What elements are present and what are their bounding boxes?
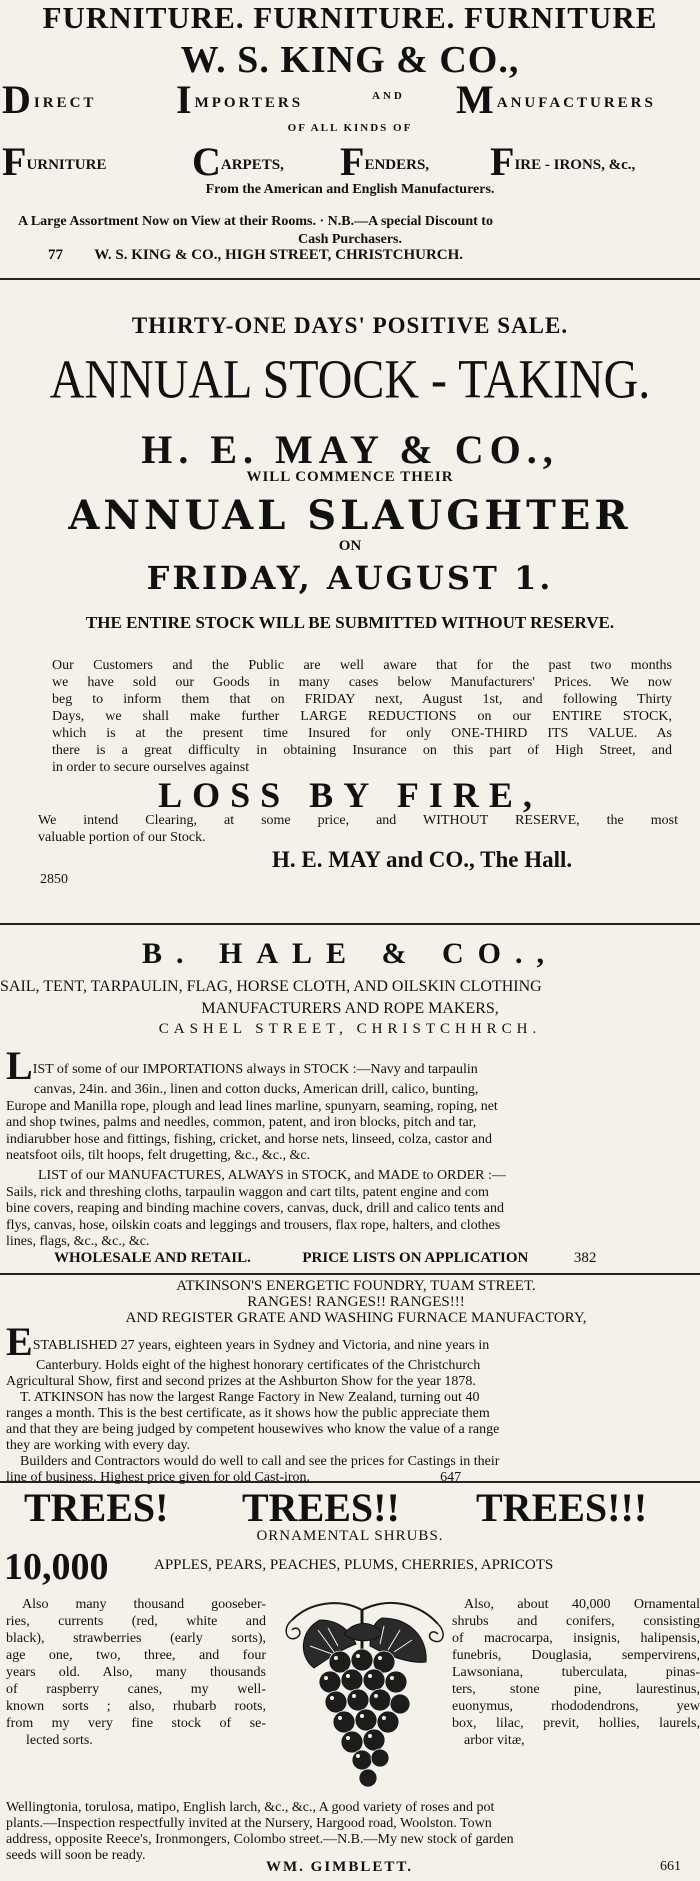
king-cash-line: Cash Purchasers. xyxy=(298,232,402,247)
hale-price-lists: PRICE LISTS ON APPLICATION xyxy=(302,1250,529,1266)
gimblett-trees-1: TREES! xyxy=(24,1485,169,1530)
king-address: W. S. KING & CO., HIGH STREET, CHRISTCHURCH. xyxy=(94,247,464,263)
body-line: seeds will soon be ready. xyxy=(6,1848,146,1863)
hale-makers: MANUFACTURERS AND ROPE MAKERS, xyxy=(201,1000,499,1017)
king-of-all-kinds: OF ALL KINDS OF xyxy=(287,122,413,134)
body-line: Days, we shall make further LARGE REDUCTIONS on our ENTIRE STOCK, xyxy=(52,709,672,724)
column-rule xyxy=(0,1481,700,1483)
atkinson-ad-number: 647 xyxy=(440,1470,462,1485)
king-assortment-line: A Large Assortment Now on View at their Rooms. · N.B.—A special Discount to xyxy=(18,214,493,229)
hale-address: CASHEL STREET, CHRISTCHHRCH. xyxy=(158,1021,542,1037)
body-line: and shop twines, palms and needles, common, patent, and iron blocks, pitch and tar, xyxy=(6,1115,477,1130)
body-line: STABLISHED 27 years, eighteen years in Sydney and Victoria, and nine years in xyxy=(32,1338,490,1353)
gimblett-signature: WM. GIMBLETT. xyxy=(266,1859,413,1875)
body-line: there is a great difficulty in obtaining Insurance on this part of High Street, and xyxy=(52,743,672,758)
atkinson-ranges: RANGES! RANGES!! RANGES!!! xyxy=(247,1294,465,1310)
gimblett-ornamental: ORNAMENTAL SHRUBS. xyxy=(256,1528,444,1544)
king-ad-number: 77 xyxy=(48,247,63,263)
king-headline: FURNITURE. FURNITURE. FURNITURE xyxy=(42,0,658,35)
body-line: T. ATKINSON has now the largest Range Factory in New Zealand, turning out 40 xyxy=(20,1390,480,1405)
body-line: Builders and Contractors would do well to call and see the prices for Castings in their xyxy=(20,1454,500,1469)
body-line: canvas, 24in. and 36in., linen and cotton ducks, American drill, calico, bunting, xyxy=(34,1082,479,1097)
body-line: known sorts ; also, rhubarb roots, xyxy=(6,1699,266,1714)
body-line: lines, flags, &c., &c., &c. xyxy=(6,1234,150,1249)
king-word-direct: DIRECT xyxy=(2,77,97,122)
may-sale-days: THIRTY-ONE DAYS' POSITIVE SALE. xyxy=(131,313,569,338)
body-line: age one, two, three, and four xyxy=(6,1648,266,1663)
body-line: shrubs and conifers, consisting xyxy=(452,1614,700,1629)
body-line: beg to inform them that on FRIDAY next, August 1st, and following Thirty xyxy=(52,692,672,707)
body-line: box, lilac, previt, hollies, laurels, xyxy=(452,1716,700,1731)
may-annual-stock-taking: ANNUAL STOCK - TAKING. xyxy=(49,349,651,410)
body-line: they are working with every day. xyxy=(6,1438,191,1453)
body-line: of macrocarpa, insignis, halipensis, xyxy=(452,1631,700,1646)
may-date: FRIDAY, AUGUST 1. xyxy=(146,559,554,597)
body-line: line of business. Highest price given for old Cast-iron. xyxy=(6,1470,311,1485)
body-line: indiarubber hose and fittings, fishing, cricket, and horse nets, linseed, colza, castor and xyxy=(6,1131,492,1147)
gimblett-ten-thousand: 10,000 xyxy=(4,1546,109,1588)
king-good-carpets: CARPETS, xyxy=(192,139,284,184)
hale-footer xyxy=(54,1250,700,1267)
king-firm-name: W. S. KING & CO., xyxy=(180,39,520,81)
body-line: Wellingtonia, torulosa, matipo, English larch, &c., &c., A good variety of roses and pot xyxy=(6,1800,495,1815)
may-on: ON xyxy=(338,538,362,554)
body-line: Our Customers and the Public are well aware that for the past two months xyxy=(52,658,672,673)
body-line: LIST of our MANUFACTURES, ALWAYS in STOCK, and MADE to ORDER :— xyxy=(38,1168,506,1183)
body-line: Also many thousand gooseber- xyxy=(22,1597,266,1612)
gimblett-bottom-text xyxy=(6,1800,700,1864)
body-line: neatsfoot oils, tilt hoops, felt drugetting, &c., &c., &c. xyxy=(6,1148,311,1163)
body-line: Sails, rick and threshing cloths, tarpaulin waggon and cart tilts, patent engine and com xyxy=(6,1184,489,1200)
body-line: years old. Also, many thousands xyxy=(6,1665,266,1680)
may-clearing-text xyxy=(38,812,678,846)
may-will-commence: WILL COMMENCE THEIR xyxy=(246,469,454,485)
king-from-line: From the American and English Manufacturers. xyxy=(205,182,495,197)
may-firm-name: H. E. MAY & CO., xyxy=(141,427,559,472)
gimblett-trees-3: TREES!!! xyxy=(476,1485,648,1530)
body-line: of raspberry canes, my well- xyxy=(6,1682,266,1697)
body-line: Also, about 40,000 Ornamental xyxy=(464,1597,700,1612)
body-line: arbor vitæ, xyxy=(464,1733,525,1748)
atkinson-ad xyxy=(6,1278,700,1486)
body-line: IST of some of our IMPORTATIONS always in STOCK :—Navy and tarpaulin xyxy=(32,1062,478,1077)
may-signature: H. E. MAY and CO., The Hall. xyxy=(272,847,573,872)
body-line: black), strawberries (early sorts), xyxy=(6,1631,266,1646)
body-line: Lawsoniana, tuberculata, pinas- xyxy=(452,1665,700,1680)
body-line: plants.—Inspection respectfully invited at the Nursery, Hargood road, Woolston. Town xyxy=(6,1816,492,1831)
king-good-furniture: FURNITURE xyxy=(2,139,107,184)
body-line: euonymus, rhododendrons, yew xyxy=(452,1699,700,1714)
king-word-importers: IMPORTERS xyxy=(176,77,304,122)
body-line: we have sold our Goods in many cases below Manufacturers' Prices. We now xyxy=(52,675,672,690)
grape-vine-illustration xyxy=(270,1590,450,1795)
column-rule xyxy=(0,923,700,925)
hale-manufactures xyxy=(6,1168,700,1251)
hale-trades: SAIL, TENT, TARPAULIN, FLAG, HORSE CLOTH, AND OILSKIN CLOTHING xyxy=(0,978,542,995)
body-line: Europe and Manilla rope, plough and lead lines marline, spunyarn, seaming, roping, net xyxy=(6,1098,498,1114)
body-line: We intend Clearing, at some price, and WITHOUT RESERVE, the most xyxy=(38,813,678,828)
king-address-line xyxy=(48,247,700,264)
hale-firm-name: B. HALE & CO., xyxy=(141,937,559,970)
hale-drop-cap: L xyxy=(6,1050,33,1082)
body-line: in order to secure ourselves against xyxy=(52,760,250,775)
body-line: ters, stone pine, laurestinus, xyxy=(452,1682,700,1697)
atkinson-register: AND REGISTER GRATE AND WASHING FURNACE MANUFACTORY, xyxy=(125,1310,587,1326)
body-line: Canterbury. Holds eight of the highest honorary certificates of the Christchurch xyxy=(36,1358,481,1373)
body-line: flys, canvas, hose, oilskin coats and leggings and trousers, flax rope, halters, and clothes xyxy=(6,1217,501,1233)
body-line: Agricultural Show, first and second prizes at the Ashburton Show for the year 1878. xyxy=(6,1374,476,1389)
king-word-manufacturers: MANUFACTURERS xyxy=(456,77,656,122)
hale-importations xyxy=(6,1050,700,1165)
body-line: and that they are being judged by competent housewives who know the value of a range xyxy=(6,1422,500,1437)
gimblett-ad-number: 661 xyxy=(660,1859,681,1874)
body-line: lected sorts. xyxy=(26,1733,93,1748)
body-line: ries, currents (red, white and xyxy=(6,1614,266,1629)
gimblett-fruits: APPLES, PEARS, PEACHES, PLUMS, CHERRIES, APRICOTS xyxy=(154,1557,554,1573)
gimblett-trees-2: TREES!! xyxy=(242,1485,400,1530)
hale-wholesale: WHOLESALE AND RETAIL. xyxy=(54,1250,251,1266)
may-annual-slaughter: ANNUAL SLAUGHTER xyxy=(68,492,632,539)
king-word-and: AND xyxy=(372,90,405,102)
may-body-text xyxy=(52,657,672,776)
may-loss-by-fire: LOSS BY FIRE, xyxy=(158,775,542,815)
body-line: address, opposite Reece's, Ironmongers, Colombo street.—N.B.—My new stock of garden xyxy=(6,1832,514,1847)
body-line: funebris, Douglasia, sempervirens, xyxy=(452,1648,700,1663)
king-good-fenders: FENDERS, xyxy=(340,139,430,184)
may-entire-stock: THE ENTIRE STOCK WILL BE SUBMITTED WITHOUT RESERVE. xyxy=(85,613,615,632)
hale-ad-number: 382 xyxy=(573,1250,597,1266)
body-line: ranges a month. This is the best certificate, as it shows how the public appreciate them xyxy=(6,1406,490,1421)
may-ad-number: 2850 xyxy=(40,872,68,887)
column-rule xyxy=(0,1273,700,1275)
body-line: from my very fine stock of se- xyxy=(6,1716,266,1731)
king-good-fire-irons: FIRE - IRONS, &c., xyxy=(490,139,636,184)
atkinson-foundry: ATKINSON'S ENERGETIC FOUNDRY, TUAM STREET. xyxy=(176,1278,536,1294)
body-line: which is at the present time Insured for only ONE-THIRD ITS VALUE. As xyxy=(52,726,672,741)
body-line: valuable portion of our Stock. xyxy=(38,830,206,845)
body-line: bine covers, reaping and binding machine covers, canvas, duck, drill and calico tents and xyxy=(6,1201,504,1216)
atkinson-drop-cap: E xyxy=(6,1326,33,1358)
gimblett-right-column xyxy=(452,1596,700,1749)
gimblett-left-column xyxy=(6,1596,266,1749)
column-rule xyxy=(0,278,700,280)
